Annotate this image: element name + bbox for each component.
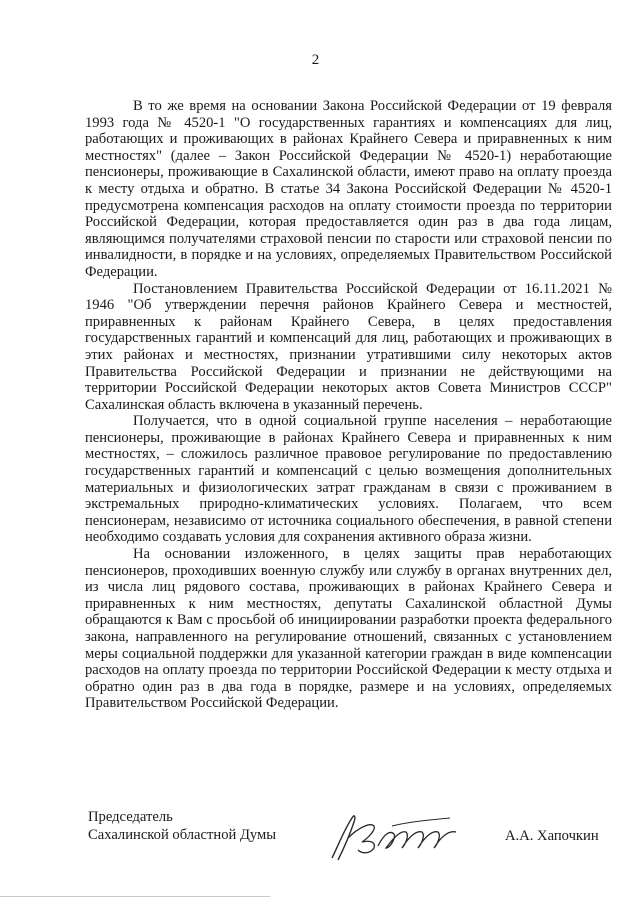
paragraph-3: Получается, что в одной социальной группе населения – неработающие пенсионеры, проживающие в районах Крайнего Севера и приравненных к ним местностях, – сложилось различное правовое регулирование по предоставлению государственных гарантий и компенсаций с целью возмещения дополнительных материальных и физиологических затрат гражданам в связи с проживанием в экстремальных природно-климатических условиях. Полагаем, что всем пенсионерам, независимо от источника социального обеспечения, в равной степени необходимо создавать условия для сохранения активного образа жизни. bbox=[85, 413, 612, 546]
handwritten-signature bbox=[318, 808, 478, 864]
signer-organization: Сахалинской областной Думы bbox=[88, 827, 277, 843]
paragraph-4: На основании изложенного, в целях защиты прав неработающих пенсионеров, проходивших военную службу или службу в органах внутренних дел, из числа лиц рядового состава, проживающих в районах Крайнего Севера и приравненных к ним местностях, депутаты Сахалинской областной Думы обращаются к Вам с просьбой об инициировании разработки проекта федерального закона, направленного на регулирование отношений, связанных с установлением меры социальной поддержки для указанной категории граждан в виде компенсации расходов на оплату проезда по территории Российской Федерации к месту отдыха и обратно один раз в два года в порядке, размере и на условиях, определяемых Правительством Российской Федерации. bbox=[85, 546, 612, 712]
page-number: 2 bbox=[311, 52, 320, 68]
signer-position: Председатель bbox=[88, 809, 173, 825]
signer-name: А.А. Хапочкин bbox=[505, 828, 599, 844]
paragraph-1: В то же время на основании Закона Российской Федерации от 19 февраля 1993 года № 4520-1 "О государственных гарантиях и компенсациях для лиц, работающих и проживающих в районах Крайнего Севера и приравненных к ним местностях" (далее – Закон Российской Федерации № 4520-1) неработающие пенсионеры, проживающие в Сахалинской области, имеют право на оплату проезда к месту отдыха и обратно. В статье 34 Закона Российской Федерации № 4520-1 предусмотрена компенсация расходов на оплату стоимости проезда по территории Российской Федерации, которая предоставляется один раз в два года лицам, являющимся получателями страховой пенсии по старости или страховой пенсии по инвалидности, в порядке и на условиях, определяемых Правительством Российской Федерации. bbox=[85, 98, 612, 280]
letter-body bbox=[85, 98, 612, 712]
page-edge-line bbox=[0, 896, 270, 897]
signer-title bbox=[88, 808, 276, 844]
paragraph-2: Постановлением Правительства Российской Федерации от 16.11.2021 № 1946 "Об утверждении перечня районов Крайнего Севера и местностей, приравненных к районам Крайнего Севера, в целях предоставления государственных гарантий и компенсаций для лиц, работающих и проживающих в этих районах и местностях, признании утратившими силу некоторых актов Правительства Российской Федерации и признании не действующими на территории Российской Федерации некоторых актов Совета Министров СССР" Сахалинская область включена в указанный перечень. bbox=[85, 280, 612, 413]
